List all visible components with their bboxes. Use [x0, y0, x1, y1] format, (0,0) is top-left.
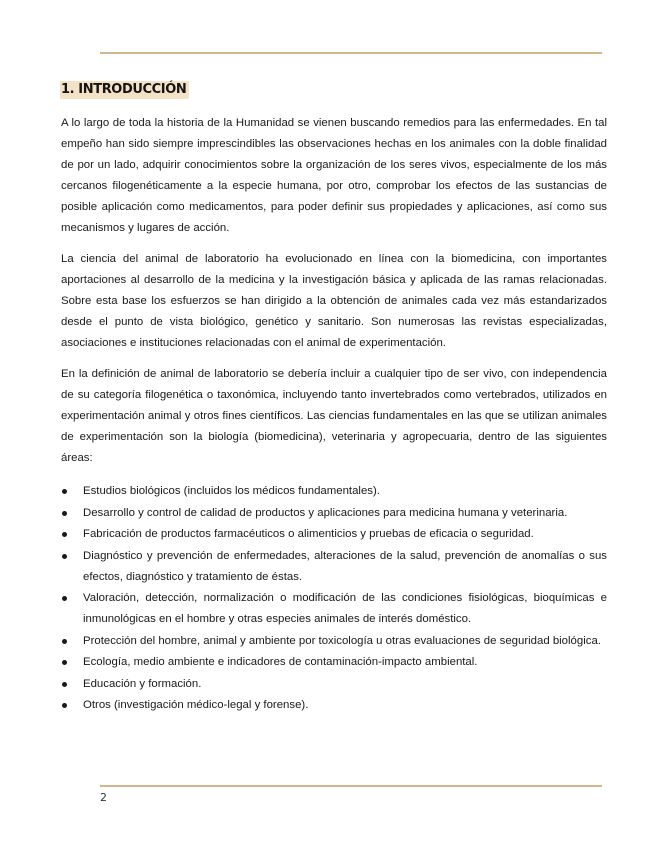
list-item	[61, 481, 607, 502]
areas-list	[61, 481, 607, 716]
list-item-text: Protección del hombre, animal y ambiente por toxicología u otras evaluaciones de seguridad biológica.	[83, 634, 601, 647]
list-item	[61, 503, 607, 524]
paragraph-laboratory-science: La ciencia del animal de laboratorio ha evolucionado en línea con la biomedicina, con importantes aportaciones al desarrollo de la medicina y la investigación básica y aplicada de las ramas relacionadas. Sobre esta base los esfuerzos se han dirigido a la obtención de animales cada vez más estandarizados desde el punto de vista biológico, genético y sanitario. Son numerosas las revistas especializadas, asociaciones e instituciones relacionadas con el animal de experimentación.	[61, 253, 607, 349]
page-number: 2	[100, 791, 107, 804]
list-item	[61, 674, 607, 695]
list-item	[61, 588, 607, 630]
list-item-text: Desarrollo y control de calidad de productos y aplicaciones para medicina humana y veterinaria.	[83, 506, 568, 519]
bullet-icon	[62, 532, 67, 537]
bullet-icon	[62, 660, 67, 665]
list-item	[61, 631, 607, 652]
list-item	[61, 524, 607, 545]
bullet-icon	[62, 639, 67, 644]
list-item	[61, 546, 607, 588]
bullet-icon	[62, 554, 67, 559]
footer-rule	[100, 785, 602, 787]
bullet-icon	[62, 511, 67, 516]
section-heading: 1. INTRODUCCIÓN	[60, 81, 189, 99]
list-item-text: Otros (investigación médico-legal y forense).	[83, 699, 309, 711]
bullet-icon	[62, 596, 67, 601]
list-item-text: Diagnóstico y prevención de enfermedades, alteraciones de la salud, prevención de anomalías o sus efectos, diagnóstico y tratamiento de éstas.	[83, 549, 607, 583]
list-item	[61, 695, 607, 716]
document-body	[61, 113, 607, 717]
paragraph-definition: En la definición de animal de laboratorio se debería incluir a cualquier tipo de ser vivo, con independencia de su categoría filogenética o taxonómica, incluyendo tanto invertebrados como vertebrados, utilizados en experimentación animal y otros fines científicos. Las ciencias fundamentales en las que se utilizan animales de experimentación son la biología (biomedicina), veterinaria y agropecuaria, dentro de las siguientes áreas:	[61, 368, 607, 464]
header-rule	[100, 52, 602, 54]
bullet-icon	[62, 682, 67, 687]
list-item-text: Ecología, medio ambiente e indicadores de contaminación-impacto ambiental.	[83, 656, 478, 668]
bullet-icon	[62, 703, 67, 708]
list-item-text: Valoración, detección, normalización o modificación de las condiciones fisiológicas, bioquímicas e inmunológicas en el hombre y otras especies animales de interés doméstico.	[83, 592, 607, 625]
list-item-text: Educación y formación.	[83, 677, 202, 690]
paragraph-history: A lo largo de toda la historia de la Humanidad se vienen buscando remedios para las enfermedades. En tal empeño han sido siempre imprescindibles las observaciones hechas en los animales con la doble finalidad de por un lado, adquirir conocimientos sobre la organización de los seres vivos, especialmente de los más cercanos filogenéticamente a la especie humana, por otro, comprobar los efectos de las sustancias de posible aplicación como medicamentos, para poder definir sus propiedades y aplicaciones, así como sus mecanismos y lugares de acción.	[61, 117, 607, 234]
list-item-text: Estudios biológicos (incluidos los médicos fundamentales).	[83, 485, 380, 497]
list-item-text: Fabricación de productos farmacéuticos o alimenticios y pruebas de eficacia o seguridad.	[83, 528, 534, 540]
list-item	[61, 652, 607, 673]
bullet-icon	[62, 489, 67, 494]
